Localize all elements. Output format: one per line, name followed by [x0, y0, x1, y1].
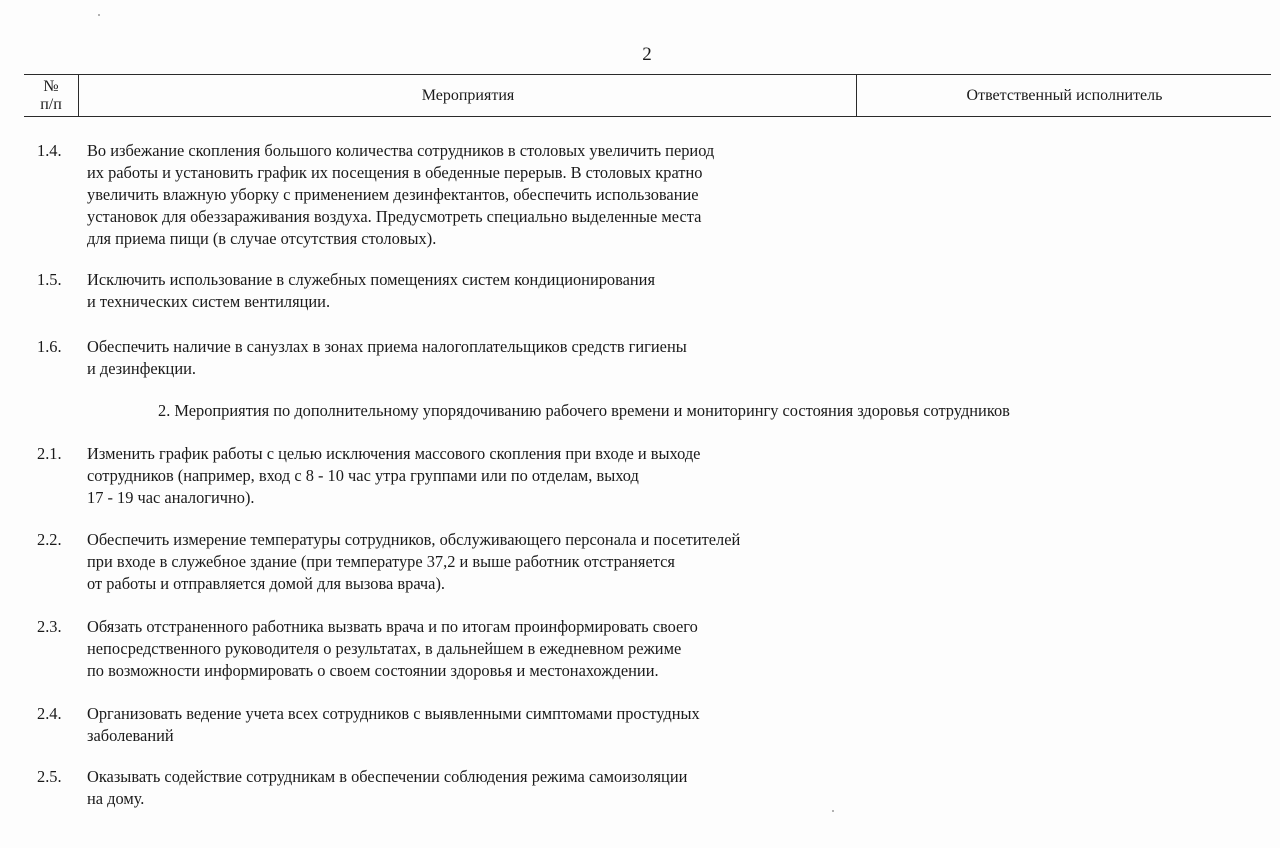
list-item-2-1: [37, 443, 701, 509]
scan-speck: [832, 810, 834, 812]
item-text-line: Исключить использование в служебных помещениях систем кондиционирования: [87, 270, 655, 289]
item-text-line: сотрудников (например, вход с 8 - 10 час утра группами или по отделам, выход: [87, 466, 639, 485]
list-item-2-2: [37, 529, 741, 595]
item-text-line: Обеспечить измерение температуры сотрудников, обслуживающего персонала и посетителей: [87, 530, 741, 549]
table-header: [24, 74, 1271, 117]
item-text-line: по возможности информировать о своем состоянии здоровья и местонахождении.: [87, 661, 659, 680]
header-number-symbol: №: [43, 77, 59, 95]
header-responsible-column: Ответственный исполнитель: [856, 75, 1272, 116]
item-text-line: Обеспечить наличие в санузлах в зонах приема налогоплательщиков средств гигиены: [87, 337, 687, 356]
header-number-column: [24, 75, 78, 116]
item-text-line: на дому.: [87, 789, 145, 808]
list-item-2-3: [37, 616, 698, 682]
item-number: 1.5.: [37, 270, 62, 289]
item-number: 2.3.: [37, 617, 62, 636]
item-text-line: заболеваний: [87, 726, 174, 745]
list-item-1-6: [37, 336, 687, 380]
item-text-line: Обязать отстраненного работника вызвать врача и по итогам проинформировать своего: [87, 617, 698, 636]
item-text-line: Во избежание скопления большого количества сотрудников в столовых увеличить период: [87, 141, 715, 160]
item-number: 1.6.: [37, 337, 62, 356]
item-text-line: от работы и отправляется домой для вызова врача).: [87, 574, 446, 593]
item-number: 2.1.: [37, 444, 62, 463]
item-text-line: Изменить график работы с целью исключения массового скопления при входе и выходе: [87, 444, 701, 463]
header-events-column: Мероприятия: [78, 75, 857, 116]
list-item-2-4: [37, 703, 700, 747]
section-heading: 2. Мероприятия по дополнительному упорядочиванию рабочего времени и мониторингу состояния здоровья сотрудников: [158, 401, 1010, 420]
list-item-2-5: [37, 766, 688, 810]
item-text-line: Организовать ведение учета всех сотрудников с выявленными симптомами простудных: [87, 704, 700, 723]
scan-speck: [98, 14, 100, 16]
item-text-line: и дезинфекции.: [87, 359, 196, 378]
item-text-line: увеличить влажную уборку с применением дезинфектантов, обеспечить использование: [87, 185, 699, 204]
item-number: 2.2.: [37, 530, 62, 549]
item-text-line: 17 - 19 час аналогично).: [87, 488, 255, 507]
item-text-line: их работы и установить график их посещения в обеденные перерыв. В столовых кратно: [87, 163, 703, 182]
item-text-line: при входе в служебное здание (при температуре 37,2 и выше работник отстраняется: [87, 552, 675, 571]
item-text-line: Оказывать содействие сотрудникам в обеспечении соблюдения режима самоизоляции: [87, 767, 688, 786]
page-number: 2: [642, 44, 652, 65]
item-text-line: установок для обеззараживания воздуха. Предусмотреть специально выделенные места: [87, 207, 702, 226]
item-number: 2.5.: [37, 767, 62, 786]
item-number: 1.4.: [37, 141, 62, 160]
list-item-1-4: [37, 140, 715, 250]
item-text-line: непосредственного руководителя о результатах, в дальнейшем в ежедневном режиме: [87, 639, 682, 658]
list-item-1-5: [37, 269, 655, 313]
item-text-line: и технических систем вентиляции.: [87, 292, 331, 311]
item-text-line: для приема пищи (в случае отсутствия столовых).: [87, 229, 437, 248]
header-number-abbr: п/п: [40, 95, 62, 113]
item-number: 2.4.: [37, 704, 62, 723]
